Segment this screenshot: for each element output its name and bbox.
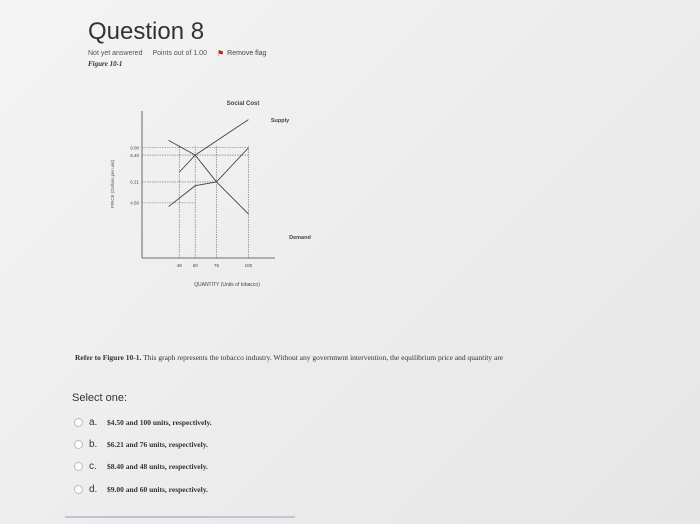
chart-title: Social Cost	[226, 101, 260, 107]
radio-b[interactable]	[74, 440, 83, 449]
radio-a[interactable]	[74, 418, 83, 427]
option-letter: c.	[89, 461, 97, 472]
option-d[interactable]	[74, 484, 208, 495]
x-axis-label: QUANTITY (Units of tobacco)	[194, 282, 260, 288]
y-tick-label: 4.50	[130, 200, 139, 206]
answer-status: Not yet answered	[88, 50, 143, 57]
select-one-label: Select one:	[72, 392, 128, 404]
question-text	[75, 353, 503, 362]
supply-label: Supply	[270, 118, 290, 124]
radio-d[interactable]	[74, 485, 83, 494]
option-text: $4.50 and 100 units, respectively.	[107, 418, 212, 427]
question-meta	[88, 49, 266, 58]
points-info: Points out of 1.00	[152, 50, 207, 57]
question-title: Question 8	[88, 18, 205, 45]
option-b[interactable]	[74, 439, 208, 450]
demand-label: Demand	[289, 235, 311, 241]
option-letter: b.	[89, 439, 98, 450]
series-line-social-cost	[179, 120, 248, 173]
remove-flag-label: Remove flag	[227, 50, 267, 57]
question-reference: Refer to Figure 10-1.	[75, 353, 142, 362]
question-body: This graph represents the tobacco industry. Without any government intervention, the equilibrium price and quantity are	[143, 353, 504, 362]
flag-icon: ⚑	[216, 49, 225, 58]
series-line-supply	[169, 148, 249, 207]
option-text: $8.40 and 48 units, respectively.	[107, 462, 208, 471]
x-tick-label: 100	[244, 263, 253, 268]
remove-flag-button[interactable]	[217, 49, 266, 58]
option-letter: a.	[89, 417, 98, 428]
y-axis-label: PRICE (Dollars per unit)	[110, 159, 115, 209]
option-text: $6.21 and 76 units, respectively.	[107, 440, 208, 449]
radio-c[interactable]	[74, 462, 83, 471]
supply-demand-chart	[100, 86, 330, 306]
option-a[interactable]	[74, 417, 212, 428]
x-tick-label: 76	[213, 263, 219, 268]
x-tick-label: 48	[176, 263, 182, 268]
bottom-divider	[65, 516, 295, 518]
option-text: $9.00 and 60 units, respectively.	[107, 485, 208, 494]
plot-area	[130, 120, 252, 268]
y-tick-label: 6.21	[130, 179, 139, 185]
x-tick-label: 60	[192, 263, 198, 268]
figure-label: Figure 10-1	[88, 60, 123, 68]
option-c[interactable]	[74, 461, 208, 472]
option-letter: d.	[89, 484, 98, 495]
y-tick-label: 8.40	[130, 152, 139, 158]
y-tick-label: 9.00	[130, 145, 139, 151]
